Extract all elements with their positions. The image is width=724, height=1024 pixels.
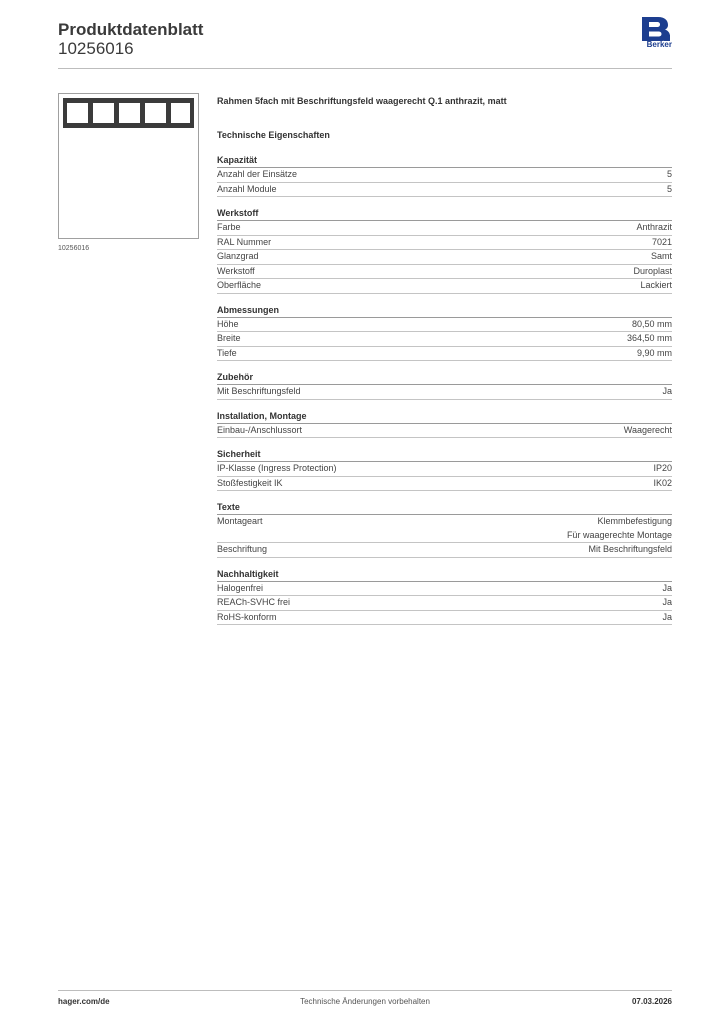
spec-value: Lackiert bbox=[640, 280, 672, 290]
spec-label: Breite bbox=[217, 333, 241, 343]
spec-value: Samt bbox=[650, 251, 672, 261]
spec-value: Ja bbox=[662, 386, 672, 396]
spec-label: RAL Nummer bbox=[217, 236, 272, 247]
section-title: Werkstoff bbox=[217, 207, 672, 221]
spec-value: 9,90 mm bbox=[636, 347, 672, 358]
spec-label: Halogenfrei bbox=[217, 582, 264, 593]
footer-divider bbox=[58, 990, 672, 991]
spec-value: Anthrazit bbox=[636, 222, 672, 232]
spec-row bbox=[217, 168, 672, 183]
spec-section bbox=[217, 371, 672, 400]
section-title: Texte bbox=[217, 501, 672, 515]
section-title: Zubehör bbox=[217, 371, 672, 385]
spec-row bbox=[217, 279, 672, 294]
product-name: Rahmen 5fach mit Beschriftungsfeld waagerecht Q.1 anthrazit, matt bbox=[217, 96, 507, 106]
spec-section bbox=[217, 410, 672, 439]
spec-section bbox=[217, 154, 672, 197]
spec-value: 364,50 mm bbox=[626, 333, 672, 343]
spec-label: IP-Klasse (Ingress Protection) bbox=[217, 463, 337, 473]
spec-label: Einbau-/Anschlussort bbox=[217, 424, 303, 435]
section-title: Sicherheit bbox=[217, 448, 672, 462]
spec-label: Tiefe bbox=[217, 347, 237, 358]
spec-value: Ja bbox=[662, 611, 672, 622]
spec-value: Ja bbox=[662, 597, 672, 607]
spec-row bbox=[217, 596, 672, 611]
section-title: Nachhaltigkeit bbox=[217, 568, 672, 582]
spec-row bbox=[217, 265, 672, 280]
spec-label: REACh-SVHC frei bbox=[217, 597, 291, 607]
spec-section bbox=[217, 501, 672, 558]
spec-row bbox=[217, 385, 672, 400]
page-footer bbox=[58, 997, 672, 1009]
spec-content bbox=[217, 92, 672, 625]
spec-value: 5 bbox=[666, 183, 672, 194]
spec-label: Anzahl der Einsätze bbox=[217, 169, 298, 179]
document-number: 10256016 bbox=[58, 39, 134, 58]
spec-row bbox=[217, 515, 672, 543]
spec-row bbox=[217, 477, 672, 492]
spec-label: Stoßfestigkeit IK bbox=[217, 477, 283, 488]
spec-value: 7021 bbox=[651, 236, 672, 247]
spec-value: 80,50 mm bbox=[631, 318, 672, 329]
frame-image-icon bbox=[63, 98, 194, 128]
spec-value: IK02 bbox=[653, 477, 672, 488]
footer-notice: Technische Änderungen vorbehalten bbox=[300, 997, 430, 1006]
section-title: Abmessungen bbox=[217, 304, 672, 318]
spec-label: Höhe bbox=[217, 318, 239, 329]
section-title: Installation, Montage bbox=[217, 410, 672, 424]
spec-value: 5 bbox=[666, 169, 672, 179]
spec-value: Waagerecht bbox=[623, 424, 672, 435]
spec-label: RoHS-konform bbox=[217, 611, 277, 622]
page-header bbox=[58, 20, 672, 68]
spec-row bbox=[217, 424, 672, 439]
spec-row bbox=[217, 183, 672, 198]
spec-section bbox=[217, 448, 672, 491]
product-image bbox=[58, 93, 199, 239]
spec-label: Farbe bbox=[217, 222, 241, 232]
spec-row bbox=[217, 611, 672, 626]
spec-label: Mit Beschriftungsfeld bbox=[217, 386, 301, 396]
spec-row bbox=[217, 221, 672, 236]
footer-website[interactable]: hager.com/de bbox=[58, 997, 110, 1006]
spec-label: Oberfläche bbox=[217, 280, 262, 290]
berker-logo bbox=[638, 16, 672, 56]
spec-label: Glanzgrad bbox=[217, 251, 259, 261]
spec-row bbox=[217, 543, 672, 558]
spec-subtitle: Technische Eigenschaften bbox=[217, 130, 330, 140]
spec-value: Klemmbefestigung Für waagerechte Montage bbox=[566, 516, 672, 540]
spec-value: Duroplast bbox=[633, 265, 672, 276]
spec-label: Werkstoff bbox=[217, 265, 255, 276]
spec-value: IP20 bbox=[653, 463, 672, 473]
spec-section bbox=[217, 568, 672, 626]
spec-row bbox=[217, 318, 672, 333]
berker-b-icon bbox=[638, 16, 672, 42]
header-divider bbox=[58, 68, 672, 69]
spec-sections bbox=[217, 154, 672, 625]
spec-label: Montageart bbox=[217, 516, 263, 526]
spec-value: Ja bbox=[662, 582, 672, 593]
brand-name: Berker bbox=[646, 40, 672, 49]
spec-row bbox=[217, 462, 672, 477]
image-caption: 10256016 bbox=[58, 245, 90, 252]
spec-section bbox=[217, 304, 672, 362]
spec-row bbox=[217, 236, 672, 251]
spec-row bbox=[217, 332, 672, 347]
spec-section bbox=[217, 207, 672, 294]
section-title: Kapazität bbox=[217, 154, 672, 168]
spec-value: Mit Beschriftungsfeld bbox=[588, 544, 672, 554]
spec-row bbox=[217, 582, 672, 597]
spec-label: Anzahl Module bbox=[217, 183, 277, 194]
spec-row bbox=[217, 250, 672, 265]
footer-date: 07.03.2026 bbox=[631, 997, 672, 1006]
spec-label: Beschriftung bbox=[217, 544, 268, 554]
document-title: Produktdatenblatt bbox=[58, 20, 204, 39]
spec-row bbox=[217, 347, 672, 362]
